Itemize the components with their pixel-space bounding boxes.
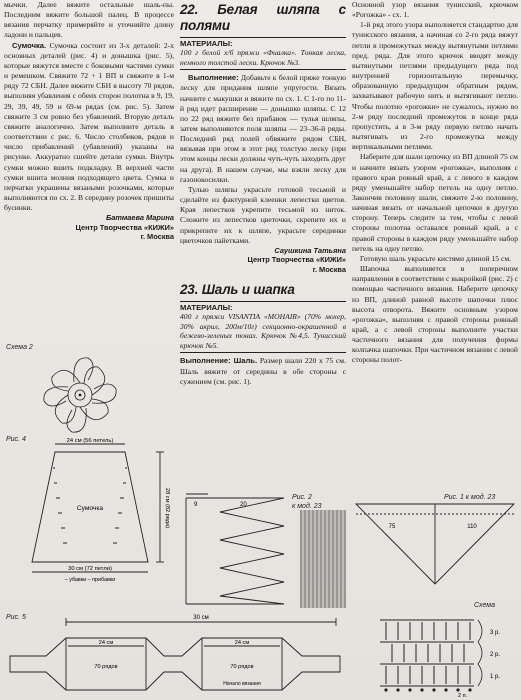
article22-exec2: Тулью шляпы украсьте готовой тесьмой и сделайте из фактурной клеенки лепестки цветов. Края лепестков укрепите тесьмой из ниток. Сложите из лепестков цветочки, скрепите их и прикрепите их к шляпе, украсьте серединки цветочков пайетками. (180, 184, 346, 245)
fig1-shawl-diagram (352, 500, 518, 590)
scheme-repeat: 2 п. (458, 693, 468, 698)
column-left (4, 0, 174, 242)
article22-materials-title: МАТЕРИАЛЫ: (180, 39, 233, 48)
rose-scheme-diagram (30, 352, 130, 438)
knit-texture-photo (300, 510, 346, 608)
fig4-bag-pattern (10, 438, 170, 584)
fig5-right-dim: 24 см (234, 640, 250, 646)
fig1-dim-a: 75 (388, 524, 396, 530)
article22-author: Саушкина Татьяна (274, 245, 346, 255)
fig4-label: Рис. 4 (6, 436, 26, 443)
article23-exec-text: Размер шали 220 х 75 см. Шаль вяжите от середины в обе стороны с сужением (см. рис. 1). (180, 356, 346, 386)
bag-lead: Сумочка. (12, 40, 47, 50)
scheme2-label: Схема 2 (6, 344, 33, 351)
fig5-left-dim: 24 см (98, 640, 114, 646)
article22-city: г. Москва (312, 264, 346, 274)
author-center: Центр Творчества «КИЖИ» (75, 222, 174, 232)
fig1-label: Рис. 1 к мод. 23 (444, 494, 496, 501)
scheme-row3: 3 р. (490, 630, 501, 636)
pattern-detail: 1-й ряд этого узора выполняется стандартно для тунисского вязания, а начиная со 2-го ряда вяжут петли в промежутках между вытянутыми петлями пред. ряда. Для этого крючок вводят между вытянутыми петлями предыдущего ряда под внутренней горизонтальную перемычку, образованную предыдущим обратным рядом, захватывают рабочую нить и вытягивают петлю. Чтобы полотно «рогожки» не сужалось, нужно во 2-м ряду последний промежуток в конце ряда пропустить, а в 3-м ряду первую петлю начать вытягивать из 2-го промежутка между вертикальными петлями. (352, 20, 518, 152)
fig5-rows-right: 70 рядов (230, 664, 254, 670)
article23-materials-text: 400 г пряжи VISANTIA «MOHAIR» (70% мохер, 30% акрил, 200м/10г) секционно-окрашенной в бежево-зеленых тонах. Крючок №4,5. Тунисский крючок №5. (180, 312, 346, 350)
fig4-height-dim: 28 см (82 ряда) (164, 488, 170, 528)
column-middle (180, 0, 346, 387)
article22-exec (180, 73, 346, 185)
fig2-cap-pattern (180, 492, 292, 610)
fig5-bag-strip-pattern (6, 612, 346, 698)
fig5-rows: 70 рядов (94, 664, 118, 670)
fig2-dim-b: 20 (240, 502, 247, 508)
article23-exec (180, 356, 346, 386)
author-name: Батмаева Марина (106, 213, 174, 223)
shawl-instructions: Наберите для шали цепочку из ВП длиной 75 см и начните вязать узором «рогожка», выполняя с правого края ровный край, а с левого в каждом ряду уменьшайте набор петель на одну петлю. Закончив половину шали, свяжите 2-ю половину, начиная вязать от начальной цепочки в другую сторону. Теперь следите за тем, чтобы с левой стороны полотна оставался ровный край, а с правой стороны в каждом ряду уменьшайте набор петель на одну петлю. (352, 152, 518, 253)
fig2-sub: к мод. 23 (292, 503, 322, 510)
article22-materials (180, 37, 346, 70)
article23-materials (180, 301, 346, 353)
fig2-dim-a: 9 (194, 502, 198, 508)
article22-heading: 22. Белая шляпа с полями (180, 2, 346, 33)
scheme-label: Схема (474, 602, 495, 609)
article23-heading: 23. Шаль и шапка (180, 282, 295, 298)
author-city: г. Москва (140, 232, 174, 242)
scheme-row1: 1 р. (490, 674, 501, 680)
fig4-center-label: Сумочка (76, 505, 104, 512)
fig4-bottom-dim: 30 см (72 петли) (68, 566, 112, 572)
fig4-legend: – убавки – прибавки (64, 577, 116, 583)
column-right (352, 0, 518, 366)
article22-center: Центр Творчества «КИЖИ» (247, 255, 346, 265)
article23-exec-lead: Выполнение: Шаль. (180, 356, 258, 366)
fig2-label: Рис. 2 (292, 494, 312, 501)
fig5-start-note: Начало вязания (223, 681, 261, 687)
intro-paragraph: мычки. Далее вяжите остальные шаль-пы. Последним вяжите большой палец. В процессе вязания перчатку примеряйте и уточняйте длину ладони и пальцев. (4, 0, 174, 40)
fig1-dim-b: 110 (467, 524, 477, 530)
article22-materials-text: 100 г белой х/б пряжи «Фиалка». Тонкая леска, немного толстой лески. Крючок №3. (180, 48, 346, 67)
shawl-finish: Готовую шаль украсьте кистями длиной 15 см. (360, 253, 512, 263)
article23-materials-title: МАТЕРИАЛЫ: (180, 303, 233, 313)
bag-text: Сумочка состоит из 3-х деталей: 2-х основных деталей (рис. 4) и донышка (рис. 5), которые вяжутся вместе с боковыми частями сумки и ремешком. Свяжите 72 + 1 ВП и свяжите в 1-м ряду 72 СБН. Далее вяжите СБН в высоту 70 рядов, выполняя убавления с обеих сторон полотна в 9, 19, 29, 39, 49, 59 и 69-м рядах (см. рис. 5). Затем свяжите 3 см ровно без убавлений. Вторую деталь свяжите аналогично. Затем выполните деталь в соответствии с рис. 6. Число столбиков, рядов и число прибавлений (убавлений) указаны на рисунке. Аккуратно сшейте детали сумки. Внутрь сумки можно вшить подкладку. В верхней части сумки вшита молния подходящего цвета. Сумка и перчатки украшены вязаными розочками, которые выполняются по сх. 2. В середину розочек пришиты бусинки. (4, 40, 174, 213)
fig5-top-dim: 30 см (193, 615, 209, 621)
article22-exec-text: Добавьте к белой пряже тонкую леску для придания шляпе упругости. Вязать начните с макушки и вяжите по сх. 1. С 1-го по 11-й ряд идет расширение — донышко шляпы. С 12 по 22 ряд вяжите без прибавок — тулья шляпы, затем выполняются поля шляпы — 23–36-й ряды. Последний ряд полей обвяжите рядом СБН, вязывая при этом в этот ряд толстую леску (при этом концы лески должны чуть-чуть заходить друг на друга). В нашем случае, мы взяли леску для газонокосилки. (180, 73, 346, 184)
scheme-row2: 2 р. (490, 652, 501, 658)
cap-instructions: Шапочка выполняется в поперечном направлении в соответствии с выкройкой (рис. 2) с помощью частичного вязания. Наберите цепочку из ВП, длиной равной высоте шапочки плюс высота отворота. Вяжите основным узором «рогожка», выполняя с правой стороны ровный край, а с левой стороны выполните участки частичного вязания для получения формы колпачка шапочки. При частичном вязании с левой стороны полот- (352, 264, 518, 365)
tunisian-stitch-scheme (374, 610, 516, 698)
fig4-top-dim: 24 см (56 петель) (66, 438, 114, 444)
pattern-intro: Основной узор вязания тунисский, крючком «Рогожка» - сх. 1. (352, 0, 518, 20)
bag-paragraph (4, 41, 174, 214)
article22-exec-lead: Выполнение: (188, 73, 239, 83)
fig5-label: Рис. 5 (6, 614, 26, 621)
